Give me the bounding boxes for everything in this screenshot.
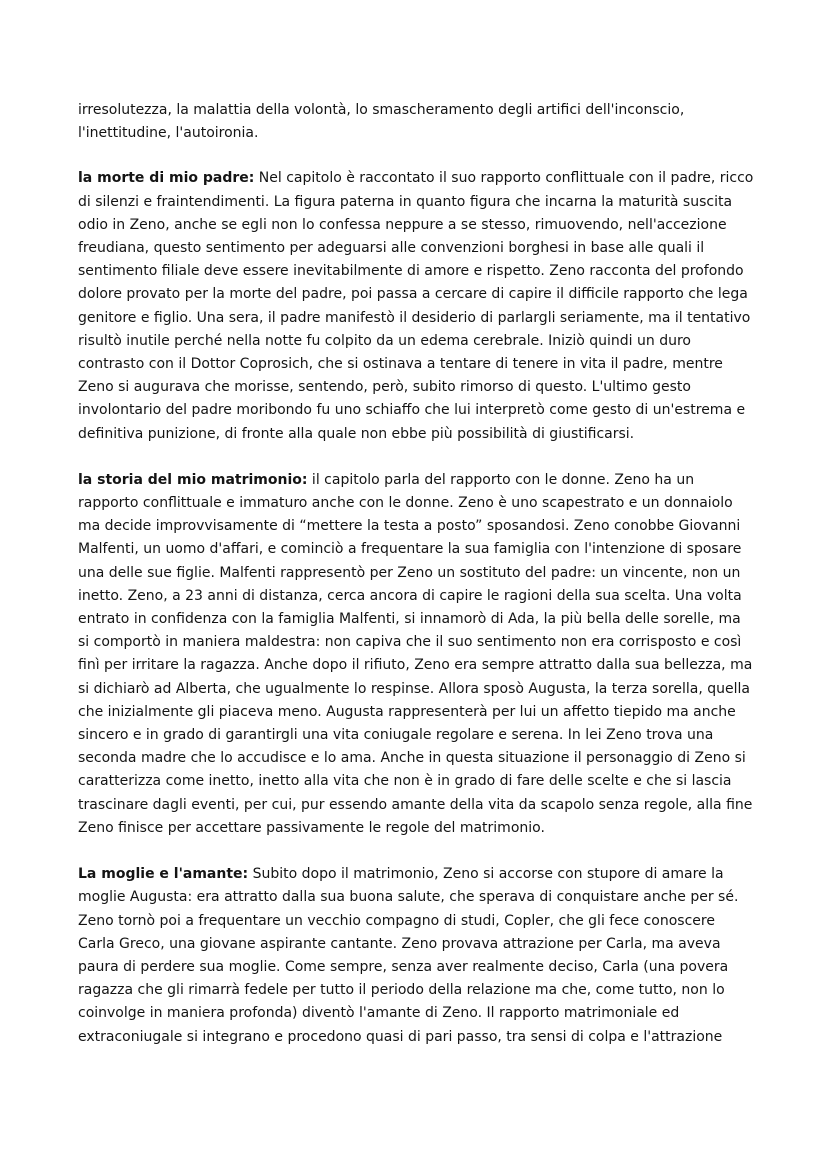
- section-body: Subito dopo il matrimonio, Zeno si accorse con stupore di amare la moglie Augusta: era attratto dalla sua buona salute, che sperava di conquistare anche per sé. Zeno tornò poi a frequentare un vecchio compagno di studi, Copler, che gli fece conoscere Carla Greco, una giovane aspirante cantante. Zeno provava attrazione per Carla, ma aveva paura di perdere sua moglie. Come sempre, senza aver realmente deciso, Carla (una povera ragazza che gli rimarrà fedele per tutto il periodo della relazione ma che, come tutto, non lo coinvolge in maniera profonda) diventò l'amante di Zeno. Il rapporto matrimoniale ed extraconiugale si integrano e procedono quasi di pari passo, tra sensi di colpa e l'attrazione: [78, 866, 739, 1045]
- section-marriage-story: [78, 469, 754, 840]
- intro-text: irresolutezza, la malattia della volontà, lo smascheramento degli artifici dell'inconscio, l'inettitudine, l'autoironia.: [78, 102, 685, 142]
- section-heading: la morte di mio padre:: [78, 170, 255, 187]
- section-body: Nel capitolo è raccontato il suo rapporto conflittuale con il padre, ricco di silenzi e fraintendimenti. La figura paterna in quanto figura che incarna la maturità suscita odio in Zeno, anche se egli non lo confessa neppure a se stesso, rimuovendo, nell'accezione freudiana, questo sentimento per adeguarsi alle convenzioni borghesi in base alle quali il sentimento filiale deve essere inevitabilmente di amore e rispetto. Zeno racconta del profondo dolore provato per la morte del padre, poi passa a cercare di capire il difficile rapporto che lega genitore e figlio. Una sera, il padre manifestò il desiderio di parlargli seriamente, ma il tentativo risultò inutile perché nella notte fu colpito da un edema cerebrale. Iniziò quindi un duro contrasto con il Dottor Coprosich, che si ostinava a tentare di tenere in vita il padre, mentre Zeno si augurava che morisse, sentendo, però, subito rimorso di questo. L'ultimo gesto involontario del padre moribondo fu uno schiaffo che lui interpretò come gesto di un'estrema e definitiva punizione, di fronte alla quale non ebbe più possibilità di giustificarsi.: [78, 170, 754, 442]
- intro-paragraph: [78, 99, 754, 145]
- section-heading: la storia del mio matrimonio:: [78, 471, 308, 488]
- section-wife-and-lover: [78, 863, 754, 1049]
- section-heading: La moglie e l'amante:: [78, 866, 249, 883]
- section-body: il capitolo parla del rapporto con le donne. Zeno ha un rapporto conflittuale e immaturo anche con le donne. Zeno è uno scapestrato e un donnaiolo ma decide improvvisamente di “mettere la testa a posto” sposandosi. Zeno conobbe Giovanni Malfenti, un uomo d'affari, e cominciò a frequentare la sua famiglia con l'intenzione di sposare una delle sue figlie. Malfenti rappresentò per Zeno un sostituto del padre: un vincente, non un inetto. Zeno, a 23 anni di distanza, cerca ancora di capire le ragioni della sua scelta. Una volta entrato in confidenza con la famiglia Malfenti, si innamorò di Ada, la più bella delle sorelle, ma si comportò in maniera maldestra: non capiva che il suo sentimento non era corrisposto e così finì per irritare la ragazza. Anche dopo il rifiuto, Zeno era sempre attratto dalla sua bellezza, ma si dichiarò ad Alberta, che ugualmente lo respinse. Allora sposò Augusta, la terza sorella, quella che inizialmente gli piaceva meno. Augusta rappresenterà per lui un affetto tiepido ma anche sincero e in grado di garantirgli una vita coniugale regolare e serena. In lei Zeno trova una seconda madre che lo accudisce e lo ama. Anche in questa situazione il personaggio di Zeno si caratterizza come inetto, inetto alla vita che non è in grado di fare delle scelte e che si lascia trascinare dagli eventi, per cui, pur essendo amante della vita da scapolo senza regole, alla fine Zeno finisce per accettare passivamente le regole del matrimonio.: [78, 471, 753, 836]
- section-father-death: [78, 167, 754, 445]
- document-body: [78, 99, 754, 1072]
